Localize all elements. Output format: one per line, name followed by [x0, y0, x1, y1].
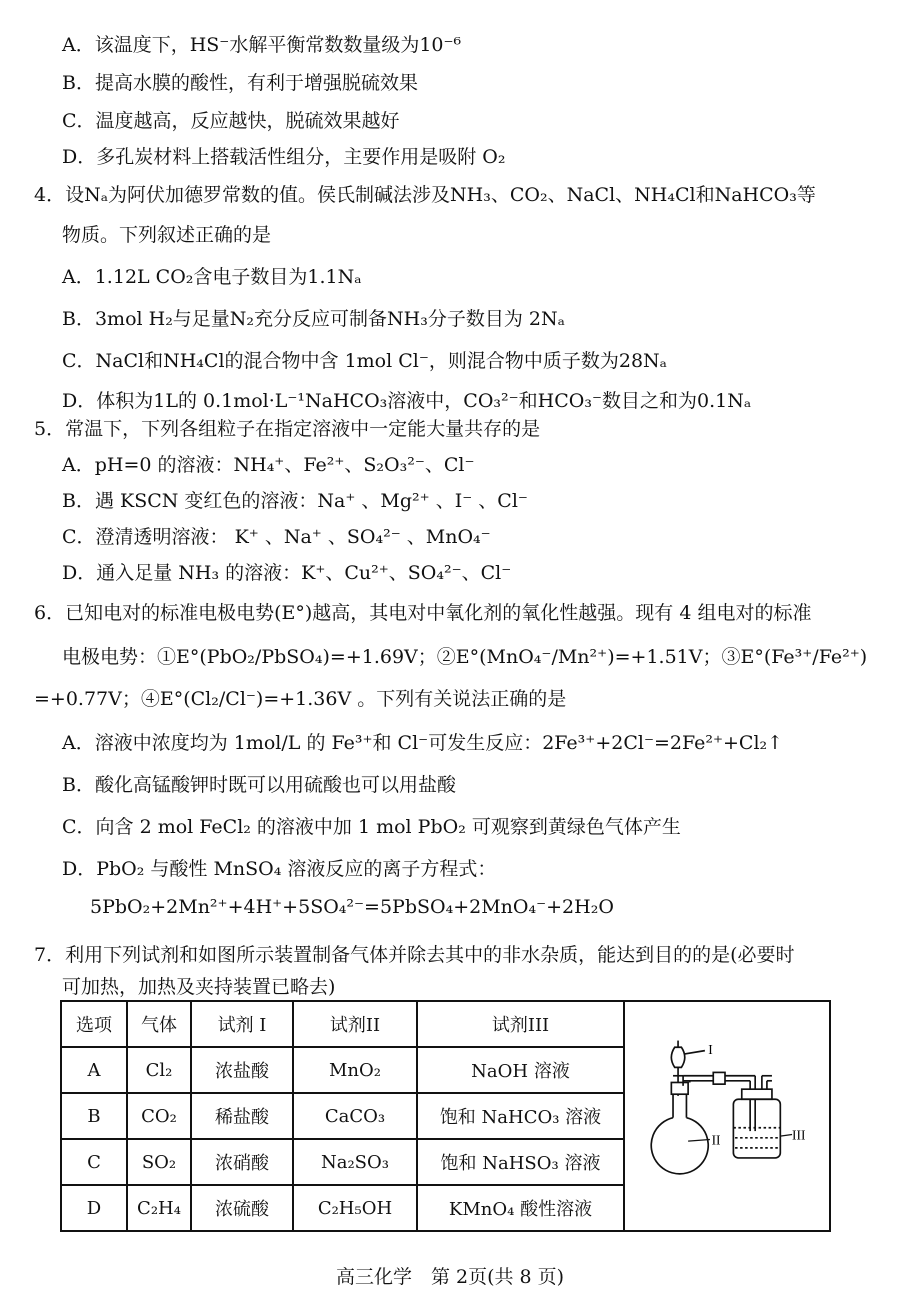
cell-reagent-1: 浓硫酸 — [191, 1185, 293, 1231]
header-reagent-1: 试剂 I — [191, 1001, 293, 1047]
q3-option-b: B．提高水膜的酸性，有利于增强脱硫效果 — [62, 72, 418, 94]
q5-option-d: D．通入足量 NH₃ 的溶液：K⁺、Cu²⁺、SO₄²⁻、Cl⁻ — [62, 562, 512, 584]
cell-reagent-1: 浓盐酸 — [191, 1047, 293, 1093]
q5-option-b: B．遇 KSCN 变红色的溶液：Na⁺ 、Mg²⁺ 、I⁻ 、Cl⁻ — [62, 490, 528, 512]
label-reagent-2: II — [711, 1132, 721, 1148]
q6-option-c: C．向含 2 mol FeCl₂ 的溶液中加 1 mol PbO₂ 可观察到黄绿色气体产生 — [62, 816, 681, 838]
cell-reagent-1: 稀盐酸 — [191, 1093, 293, 1139]
q6-stem-line1: 6．已知电对的标准电极电势(E°)越高，其电对中氧化剂的氧化性越强。现有 4 组电对的标准 — [34, 602, 812, 624]
page-footer: 高三化学 第 2页(共 8 页) — [335, 1266, 565, 1288]
table-row — [61, 1185, 624, 1231]
cell-gas: CO₂ — [127, 1093, 191, 1139]
cell-reagent-2: Na₂SO₃ — [293, 1139, 417, 1185]
cell-option: D — [61, 1185, 127, 1231]
cell-option: C — [61, 1139, 127, 1185]
cell-reagent-2: CaCO₃ — [293, 1093, 417, 1139]
header-option: 选项 — [61, 1001, 127, 1047]
round-flask-icon — [651, 1082, 708, 1173]
q5-option-c: C．澄清透明溶液： K⁺ 、Na⁺ 、SO₄²⁻ 、MnO₄⁻ — [62, 526, 491, 548]
table-row — [61, 1093, 624, 1139]
q7-stem-line2: 可加热，加热及夹持装置已略去) — [62, 976, 336, 998]
q4-option-c: C．NaCl和NH₄Cl的混合物中含 1mol Cl⁻，则混合物中质子数为28Nₐ — [62, 350, 668, 372]
q6-stem-line3: =+0.77V；④E°(Cl₂/Cl⁻)=+1.36V 。下列有关说法正确的是 — [34, 688, 567, 710]
header-gas: 气体 — [127, 1001, 191, 1047]
label-reagent-3: III — [792, 1127, 806, 1143]
cell-reagent-3: 饱和 NaHSO₃ 溶液 — [417, 1139, 624, 1185]
q6-option-b: B．酸化高锰酸钾时既可以用硫酸也可以用盐酸 — [62, 774, 456, 796]
header-reagent-2: 试剂II — [293, 1001, 417, 1047]
q5-option-a: A．pH=0 的溶液：NH₄⁺、Fe²⁺、S₂O₃²⁻、Cl⁻ — [62, 454, 475, 476]
q4-option-b: B．3mol H₂与足量N₂充分反应可制备NH₃分子数目为 2Nₐ — [62, 308, 565, 330]
cell-reagent-2: MnO₂ — [293, 1047, 417, 1093]
q4-stem-line1: 4．设Nₐ为阿伏加德罗常数的值。侯氏制碱法涉及NH₃、CO₂、NaCl、NH₄Cl和NaHCO₃等 — [34, 184, 816, 206]
table-row — [61, 1047, 624, 1093]
q6-option-a: A．溶液中浓度均为 1mol/L 的 Fe³⁺和 Cl⁻可发生反应：2Fe³⁺+2Cl⁻=2Fe²⁺+Cl₂↑ — [62, 732, 784, 754]
q4-option-d: D．体积为1L的 0.1mol·L⁻¹NaHCO₃溶液中，CO₃²⁻和HCO₃⁻数目之和为0.1Nₐ — [62, 390, 752, 412]
apparatus-diagram — [621, 1002, 829, 1230]
q4-stem-line2: 物质。下列叙述正确的是 — [62, 224, 272, 246]
table-row — [61, 1139, 624, 1185]
cell-gas: C₂H₄ — [127, 1185, 191, 1231]
label-reagent-1: I — [708, 1041, 713, 1057]
reagent-table — [60, 1000, 625, 1232]
q3-option-c: C．温度越高，反应越快，脱硫效果越好 — [62, 110, 400, 132]
cell-gas: SO₂ — [127, 1139, 191, 1185]
cell-reagent-1: 浓硝酸 — [191, 1139, 293, 1185]
wash-bottle-icon — [733, 1089, 780, 1158]
cell-reagent-3: NaOH 溶液 — [417, 1047, 624, 1093]
q4-option-a: A．1.12L CO₂含电子数目为1.1Nₐ — [62, 266, 362, 288]
table-header-row — [61, 1001, 624, 1047]
q3-option-a: A．该温度下，HS⁻水解平衡常数数量级为10⁻⁶ — [62, 34, 462, 56]
q6-stem-line2: 电极电势：①E°(PbO₂/PbSO₄)=+1.69V；②E°(MnO₄⁻/Mn²⁺)=+1.51V；③E°(Fe³⁺/Fe²⁺) — [62, 646, 868, 668]
q6-option-d: D．PbO₂ 与酸性 MnSO₄ 溶液反应的离子方程式： — [62, 858, 497, 880]
cell-reagent-3: 饱和 NaHCO₃ 溶液 — [417, 1093, 624, 1139]
q5-stem: 5．常温下，下列各组粒子在指定溶液中一定能大量共存的是 — [34, 418, 541, 440]
cell-gas: Cl₂ — [127, 1047, 191, 1093]
header-reagent-3: 试剂III — [417, 1001, 624, 1047]
cell-option: B — [61, 1093, 127, 1139]
apparatus-figure — [621, 1000, 831, 1232]
q7-stem-line1: 7．利用下列试剂和如图所示装置制备气体并除去其中的非水杂质，能达到目的的是(必要时 — [34, 944, 795, 966]
cell-reagent-3: KMnO₄ 酸性溶液 — [417, 1185, 624, 1231]
cell-option: A — [61, 1047, 127, 1093]
q6-formula: 5PbO₂+2Mn²⁺+4H⁺+5SO₄²⁻=5PbSO₄+2MnO₄⁻+2H₂O — [90, 896, 614, 918]
q3-option-d: D．多孔炭材料上搭载活性组分，主要作用是吸附 O₂ — [62, 146, 506, 168]
cell-reagent-2: C₂H₅OH — [293, 1185, 417, 1231]
